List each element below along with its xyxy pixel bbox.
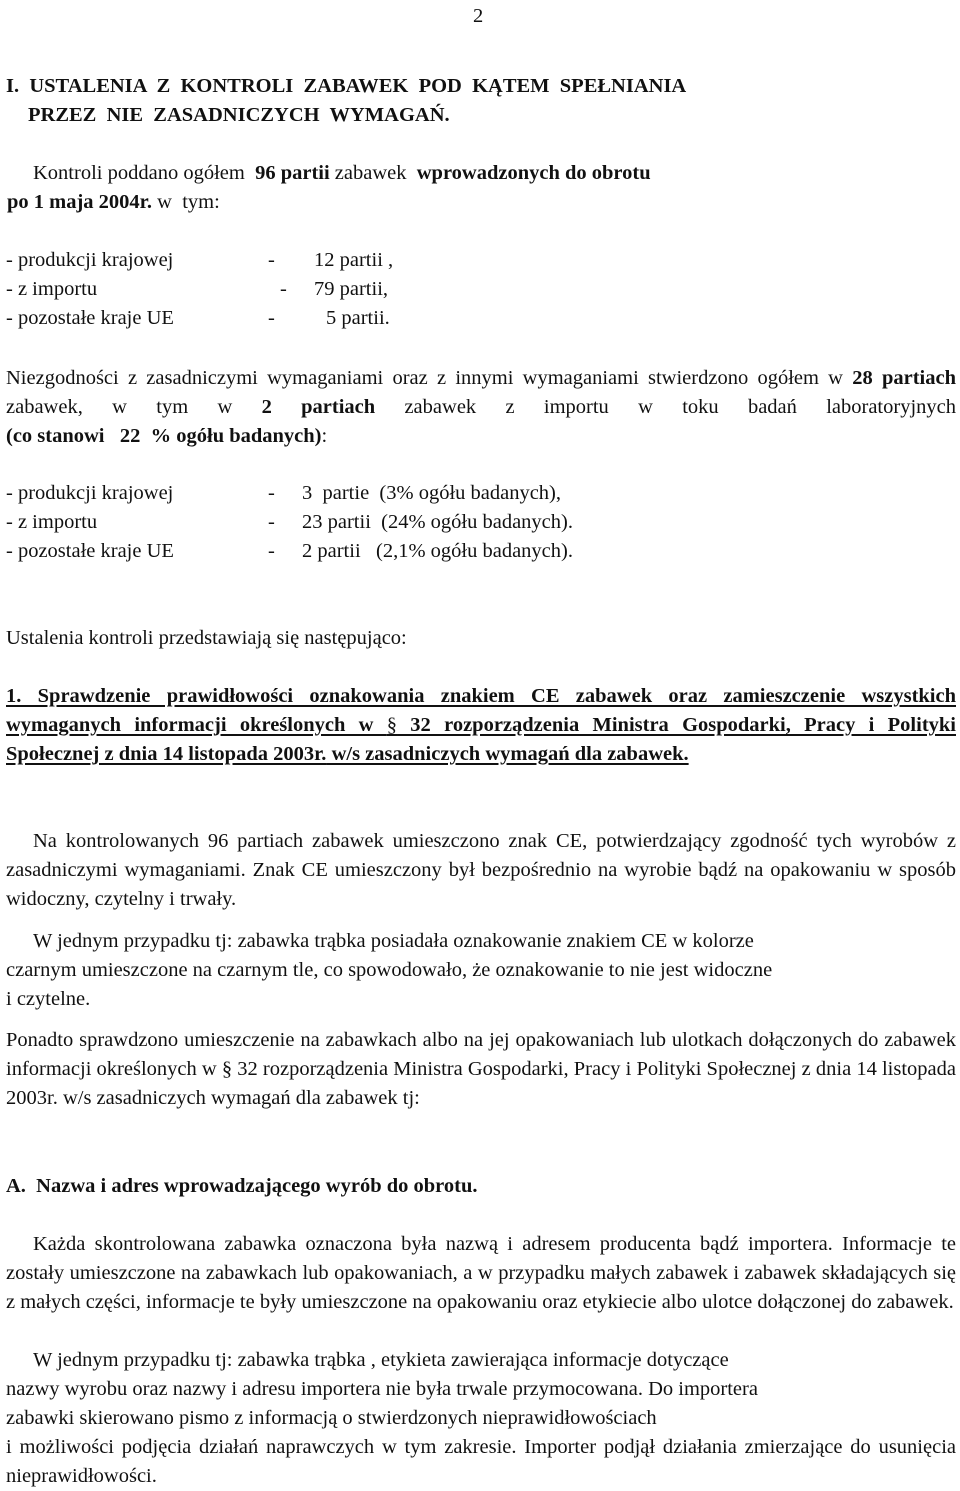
list-dash: - bbox=[268, 540, 275, 562]
intro-text-1: Kontroli poddano ogółem bbox=[33, 162, 256, 184]
heading-1 bbox=[6, 682, 956, 769]
paragraph-trabka-line4: i możliwości podjęcia działań naprawczych w tym zakresie. Importer podjął działania zmierzające do usunięcia nieprawidłowości. bbox=[6, 1436, 956, 1487]
intro-total: 96 partii bbox=[255, 162, 330, 184]
intro-text-2: zabawek bbox=[329, 162, 417, 184]
heading-a: A. Nazwa i adres wprowadzającego wyrób do obrotu. bbox=[6, 1175, 478, 1197]
list-value: 5 partii. bbox=[326, 307, 390, 329]
list-value: 3 partie (3% ogółu badanych), bbox=[302, 482, 562, 504]
paragraph-ponadto: Ponadto sprawdzono umieszczenie na zabawkach albo na jej opakowaniach lub ulotkach dołączonych do zabawek informacji określonych w § 32 rozporządzenia Ministra Gospodarki, Pracy i Polityki Społecznej z dnia 14 listopada 2003r. w/s zasadniczych wymagań dla zabawek tj: bbox=[6, 1029, 956, 1109]
heading-1-part-a: 1. Sprawdzenie prawidłowości oznakowania znakiem CE zabawek oraz zamieszczenie wszystkich wymaganych informacji określonych w bbox=[6, 685, 956, 736]
section-title-line1: I. USTALENIA Z KONTROLI ZABAWEK POD KĄTEM SPEŁNIANIA bbox=[6, 75, 687, 97]
list-dash: - bbox=[268, 249, 275, 271]
list-dash: - bbox=[268, 482, 275, 504]
list-label: - pozostałe kraje UE bbox=[6, 307, 174, 329]
list-item bbox=[6, 304, 393, 333]
niezgodnosci-import: 2 partiach bbox=[261, 396, 376, 418]
section-sign: § bbox=[386, 714, 398, 736]
list-item bbox=[6, 508, 573, 537]
niezgodnosci-text-1: Niezgodności z zasadniczymi wymaganiami oraz z innymi wymaganiami stwierdzono ogółem w bbox=[6, 367, 853, 389]
paragraph-trabka bbox=[6, 1346, 956, 1491]
list-value: 79 partii, bbox=[314, 278, 389, 300]
section-title-line2: PRZEZ NIE ZASADNICZYCH WYMAGAŃ. bbox=[28, 104, 450, 126]
section-title bbox=[6, 72, 956, 130]
heading-1-part-b: 32 rozporządzenia Ministra Gospodarki, Pracy i Polityki Społecznej z dnia 14 listopada 2003r. bbox=[6, 714, 956, 765]
paragraph-ce-2-line1: W jednym przypadku tj: zabawka trąbka posiadała oznakowanie znakiem CE w kolorze bbox=[33, 930, 754, 952]
paragraph-kazda: Każda skontrolowana zabawka oznaczona była nazwą i adresem producenta bądź importera. Informacje te zostały umieszczone na zabawkach lub opakowaniach, a w przypadku małych zabawek i zabawek składających się z małych części, informacje te były umieszczone na opakowaniu oraz etykiecie albo ulotce dołączonej do zabawek. bbox=[6, 1233, 956, 1313]
intro-paragraph bbox=[6, 159, 956, 217]
paragraph-ce-2-line2: czarnym umieszczone na czarnym tle, co spowodowało, że oznakowanie to nie jest widoczne bbox=[6, 959, 773, 981]
list-dash: - bbox=[268, 307, 275, 329]
niezgodnosci-total: 28 partiach bbox=[852, 367, 956, 389]
list-item bbox=[6, 246, 393, 275]
list-dash: - bbox=[280, 278, 287, 300]
paragraph-trabka-line3: zabawki skierowano pismo z informacją o stwierdzonych nieprawidłowościach bbox=[6, 1407, 657, 1429]
intro-market: wprowadzonych do obrotu bbox=[416, 162, 651, 184]
niezgodnosci-text-4: : bbox=[321, 425, 328, 447]
intro-date: po 1 maja 2004r. bbox=[7, 191, 153, 213]
niezgodnosci-paragraph bbox=[6, 364, 956, 451]
paragraph-trabka-line1: W jednym przypadku tj: zabawka trąbka , etykieta zawierająca informacje dotyczące bbox=[33, 1349, 729, 1371]
ustalenia-intro: Ustalenia kontroli przedstawiają się następująco: bbox=[6, 627, 407, 649]
heading-1-part-c: w/s zasadniczych wymagań dla zabawek. bbox=[326, 743, 689, 765]
niezgodnosci-list bbox=[6, 479, 573, 566]
intro-text-3: w tym: bbox=[152, 191, 220, 213]
page-number: 2 bbox=[473, 5, 484, 27]
list-value: 2 partii (2,1% ogółu badanych). bbox=[302, 540, 573, 562]
list-label: - produkcji krajowej bbox=[6, 482, 174, 504]
partie-list bbox=[6, 246, 393, 333]
paragraph-trabka-line2: nazwy wyrobu oraz nazwy i adresu importera nie była trwale przymocowana. Do importera bbox=[6, 1378, 758, 1400]
list-item bbox=[6, 537, 573, 566]
list-item bbox=[6, 479, 573, 508]
list-value: 23 partii (24% ogółu badanych). bbox=[302, 511, 573, 533]
list-item bbox=[6, 275, 393, 304]
list-label: - z importu bbox=[6, 511, 98, 533]
list-value: 12 partii , bbox=[314, 249, 394, 271]
list-label: - pozostałe kraje UE bbox=[6, 540, 174, 562]
niezgodnosci-text-3: zabawek z importu w toku badań laboratoryjnych bbox=[375, 396, 957, 418]
paragraph-ce-2-line3: i czytelne. bbox=[6, 988, 91, 1010]
list-label: - z importu bbox=[6, 278, 98, 300]
paragraph-ce-2 bbox=[6, 927, 956, 1014]
niezgodnosci-percent: (co stanowi 22 % ogółu badanych) bbox=[6, 425, 322, 447]
list-dash: - bbox=[268, 511, 275, 533]
paragraph-ce-1: Na kontrolowanych 96 partiach zabawek umieszczono znak CE, potwierdzający zgodność tych wyrobów z zasadniczymi wymaganiami. Znak CE umieszczony był bezpośrednio na wyrobie bądź na opakowaniu w sposób widoczny, czytelny i trwały. bbox=[6, 830, 956, 910]
niezgodnosci-text-2: zabawek, w tym w bbox=[6, 396, 262, 418]
list-label: - produkcji krajowej bbox=[6, 249, 174, 271]
